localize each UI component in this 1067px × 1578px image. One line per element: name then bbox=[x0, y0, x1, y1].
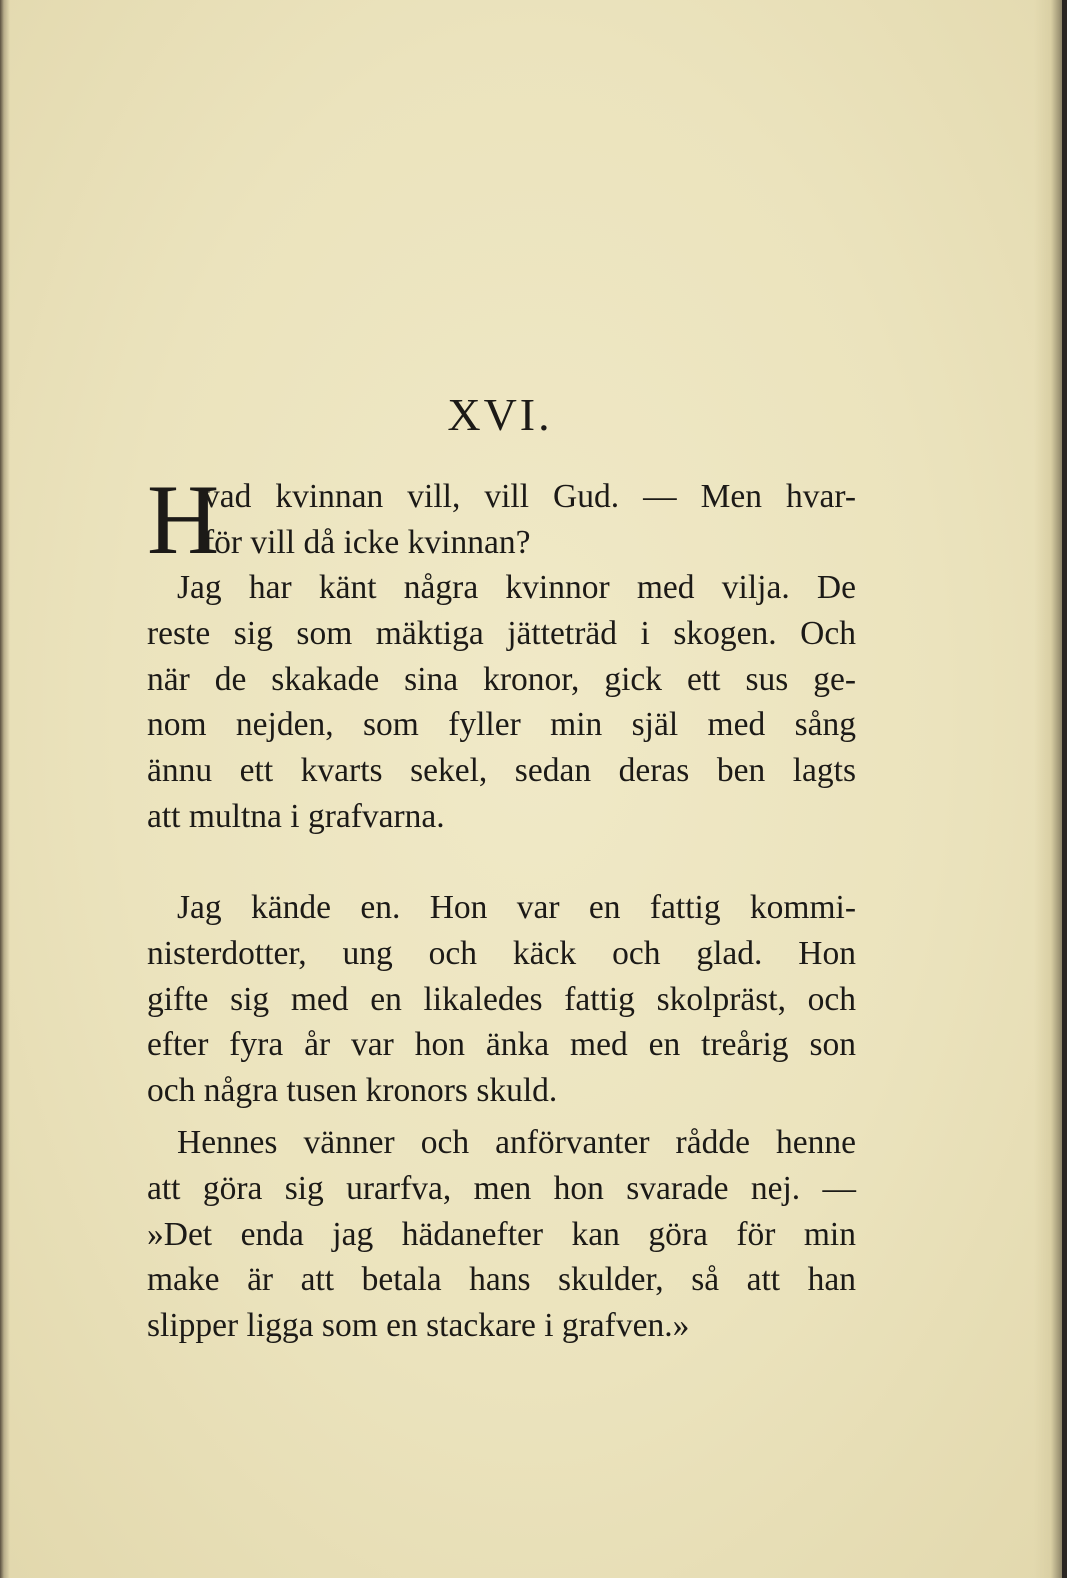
opening-paragraph bbox=[147, 464, 856, 575]
text-line: efter fyra år var hon änka med en treårig son bbox=[147, 1026, 856, 1064]
text-line: och några tusen kronors skuld. bbox=[147, 1072, 558, 1110]
text-line: reste sig som mäktiga jätteträd i skogen. Och bbox=[147, 614, 856, 652]
opening-lines bbox=[203, 474, 856, 566]
text-line: vad kvinnan vill, vill Gud. — Men hvar- bbox=[203, 478, 856, 515]
text-line: gifte sig med en likaledes fattig skolpräst, och bbox=[147, 980, 856, 1018]
text-line: »Det enda jag hädanefter kan göra för min bbox=[147, 1215, 856, 1253]
text-line: att multna i grafvarna. bbox=[147, 797, 445, 835]
chapter-heading: XVI. bbox=[447, 389, 553, 440]
text-line: slipper ligga som en stackare i grafven.» bbox=[147, 1307, 690, 1345]
text-line: Jag kände en. Hon var en fattig kommi- bbox=[177, 889, 856, 926]
paragraph-1 bbox=[147, 565, 856, 840]
text-line: nom nejden, som fyller min själ med sång bbox=[147, 706, 856, 744]
paragraph-3 bbox=[147, 1120, 856, 1349]
text-line: när de skakade sina kronor, gick ett sus ge- bbox=[147, 660, 856, 698]
text-line: Hennes vänner och anförvanter rådde henne bbox=[177, 1124, 856, 1161]
text-line: make är att betala hans skulder, så att han bbox=[147, 1261, 856, 1299]
text-line: Jag har känt några kvinnor med vilja. De bbox=[177, 569, 856, 606]
text-line: att göra sig urarfva, men hon svarade nej. — bbox=[147, 1169, 856, 1207]
drop-cap: H bbox=[147, 464, 220, 575]
paragraph-2 bbox=[147, 885, 856, 1114]
text-line: för vill då icke kvinnan? bbox=[203, 523, 531, 561]
text-line: nisterdotter, ung och käck och glad. Hon bbox=[147, 934, 856, 972]
text-line: ännu ett kvarts sekel, sedan deras ben lagts bbox=[147, 752, 856, 790]
